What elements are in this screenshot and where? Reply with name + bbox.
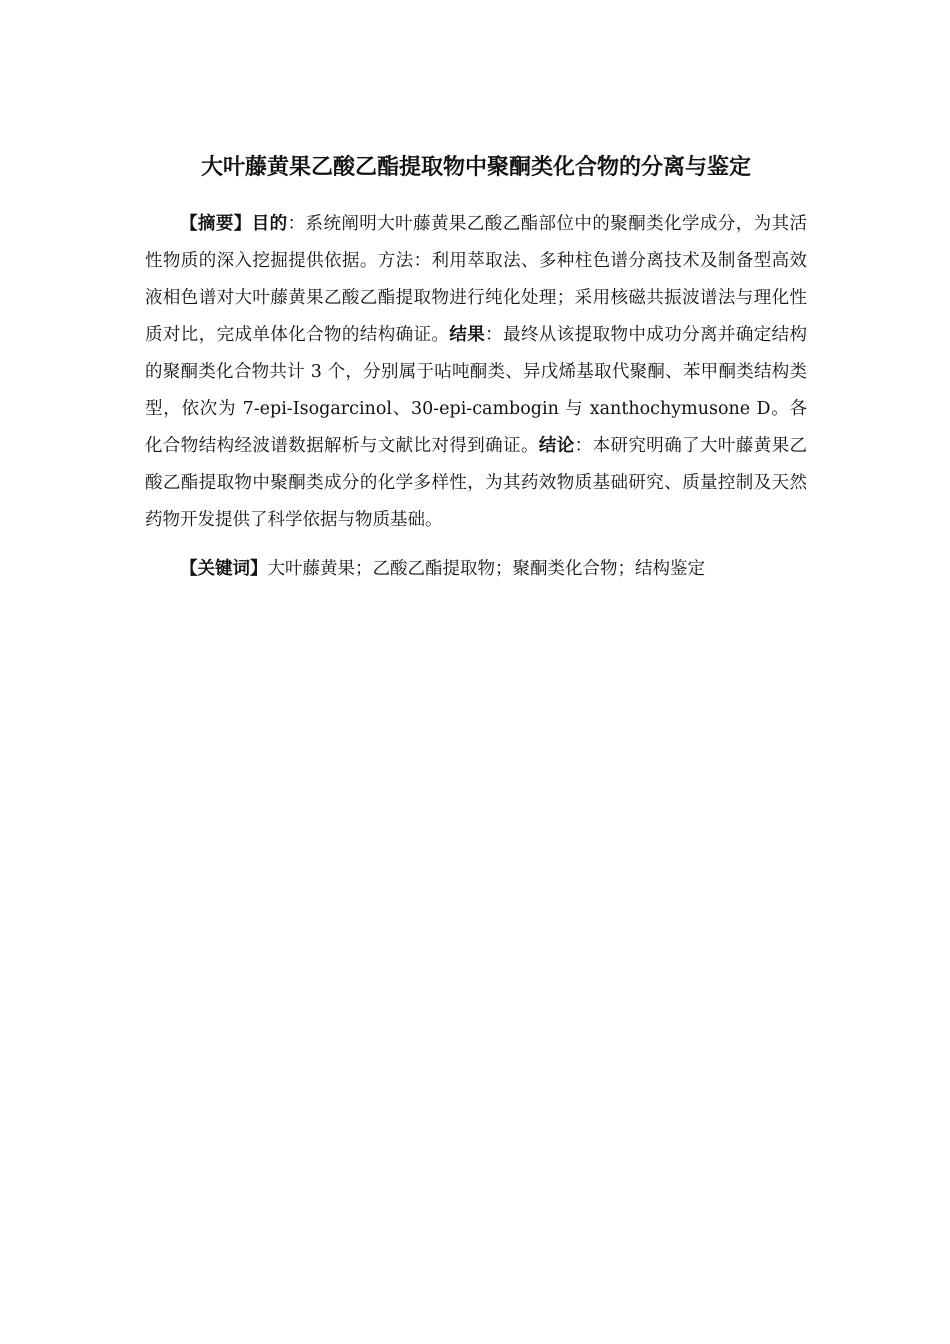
abstract-label: 【摘要】 [180, 214, 252, 234]
conclusion-label: 结论 [538, 436, 575, 456]
document-title: 大叶藤黄果乙酸乙酯提取物中聚酮类化合物的分离与鉴定 [200, 155, 751, 180]
results-label: 结果 [449, 325, 486, 345]
abstract-paragraph [145, 206, 807, 539]
objective-label: 目的 [251, 214, 288, 234]
keywords-text: 大叶藤黄果；乙酸乙酯提取物；聚酮类化合物；结构鉴定 [267, 559, 705, 579]
results-text: 最终从该提取物中成功分离并确定结构的聚酮类化合物共计 3 个，分别属于呫吨酮类、异戊烯基取代聚酮、苯甲酮类结构类型，依次为 7-epi-Isogarcinol、30-epi-cambogin 与 xanthochymusone D。各化合物结构经波谱数据解析与文献比对得到确证。 [145, 325, 808, 456]
objective-text: 系统阐明大叶藤黄果乙酸乙酯部位中的聚酮类化学成分，为其活性物质的深入挖掘提供依据。 [145, 214, 808, 271]
document-content [145, 148, 807, 588]
keywords-label: 【关键词】 [180, 559, 268, 579]
conclusion-separator: ： [574, 436, 593, 456]
objective-separator: ： [287, 214, 306, 234]
methods-text: 利用萃取法、多种柱色谱分离技术及制备型高效液相色谱对大叶藤黄果乙酸乙酯提取物进行纯化处理；采用核磁共振波谱法与理化性质对比，完成单体化合物的结构确证。 [145, 251, 808, 345]
methods-separator: ： [413, 251, 432, 271]
keywords-paragraph [145, 551, 807, 588]
results-separator: ： [485, 325, 504, 345]
methods-label: 方法 [377, 251, 414, 271]
conclusion-text: 本研究明确了大叶藤黄果乙酸乙酯提取物中聚酮类成分的化学多样性，为其药效物质基础研究、质量控制及天然药物开发提供了科学依据与物质基础。 [145, 436, 808, 530]
